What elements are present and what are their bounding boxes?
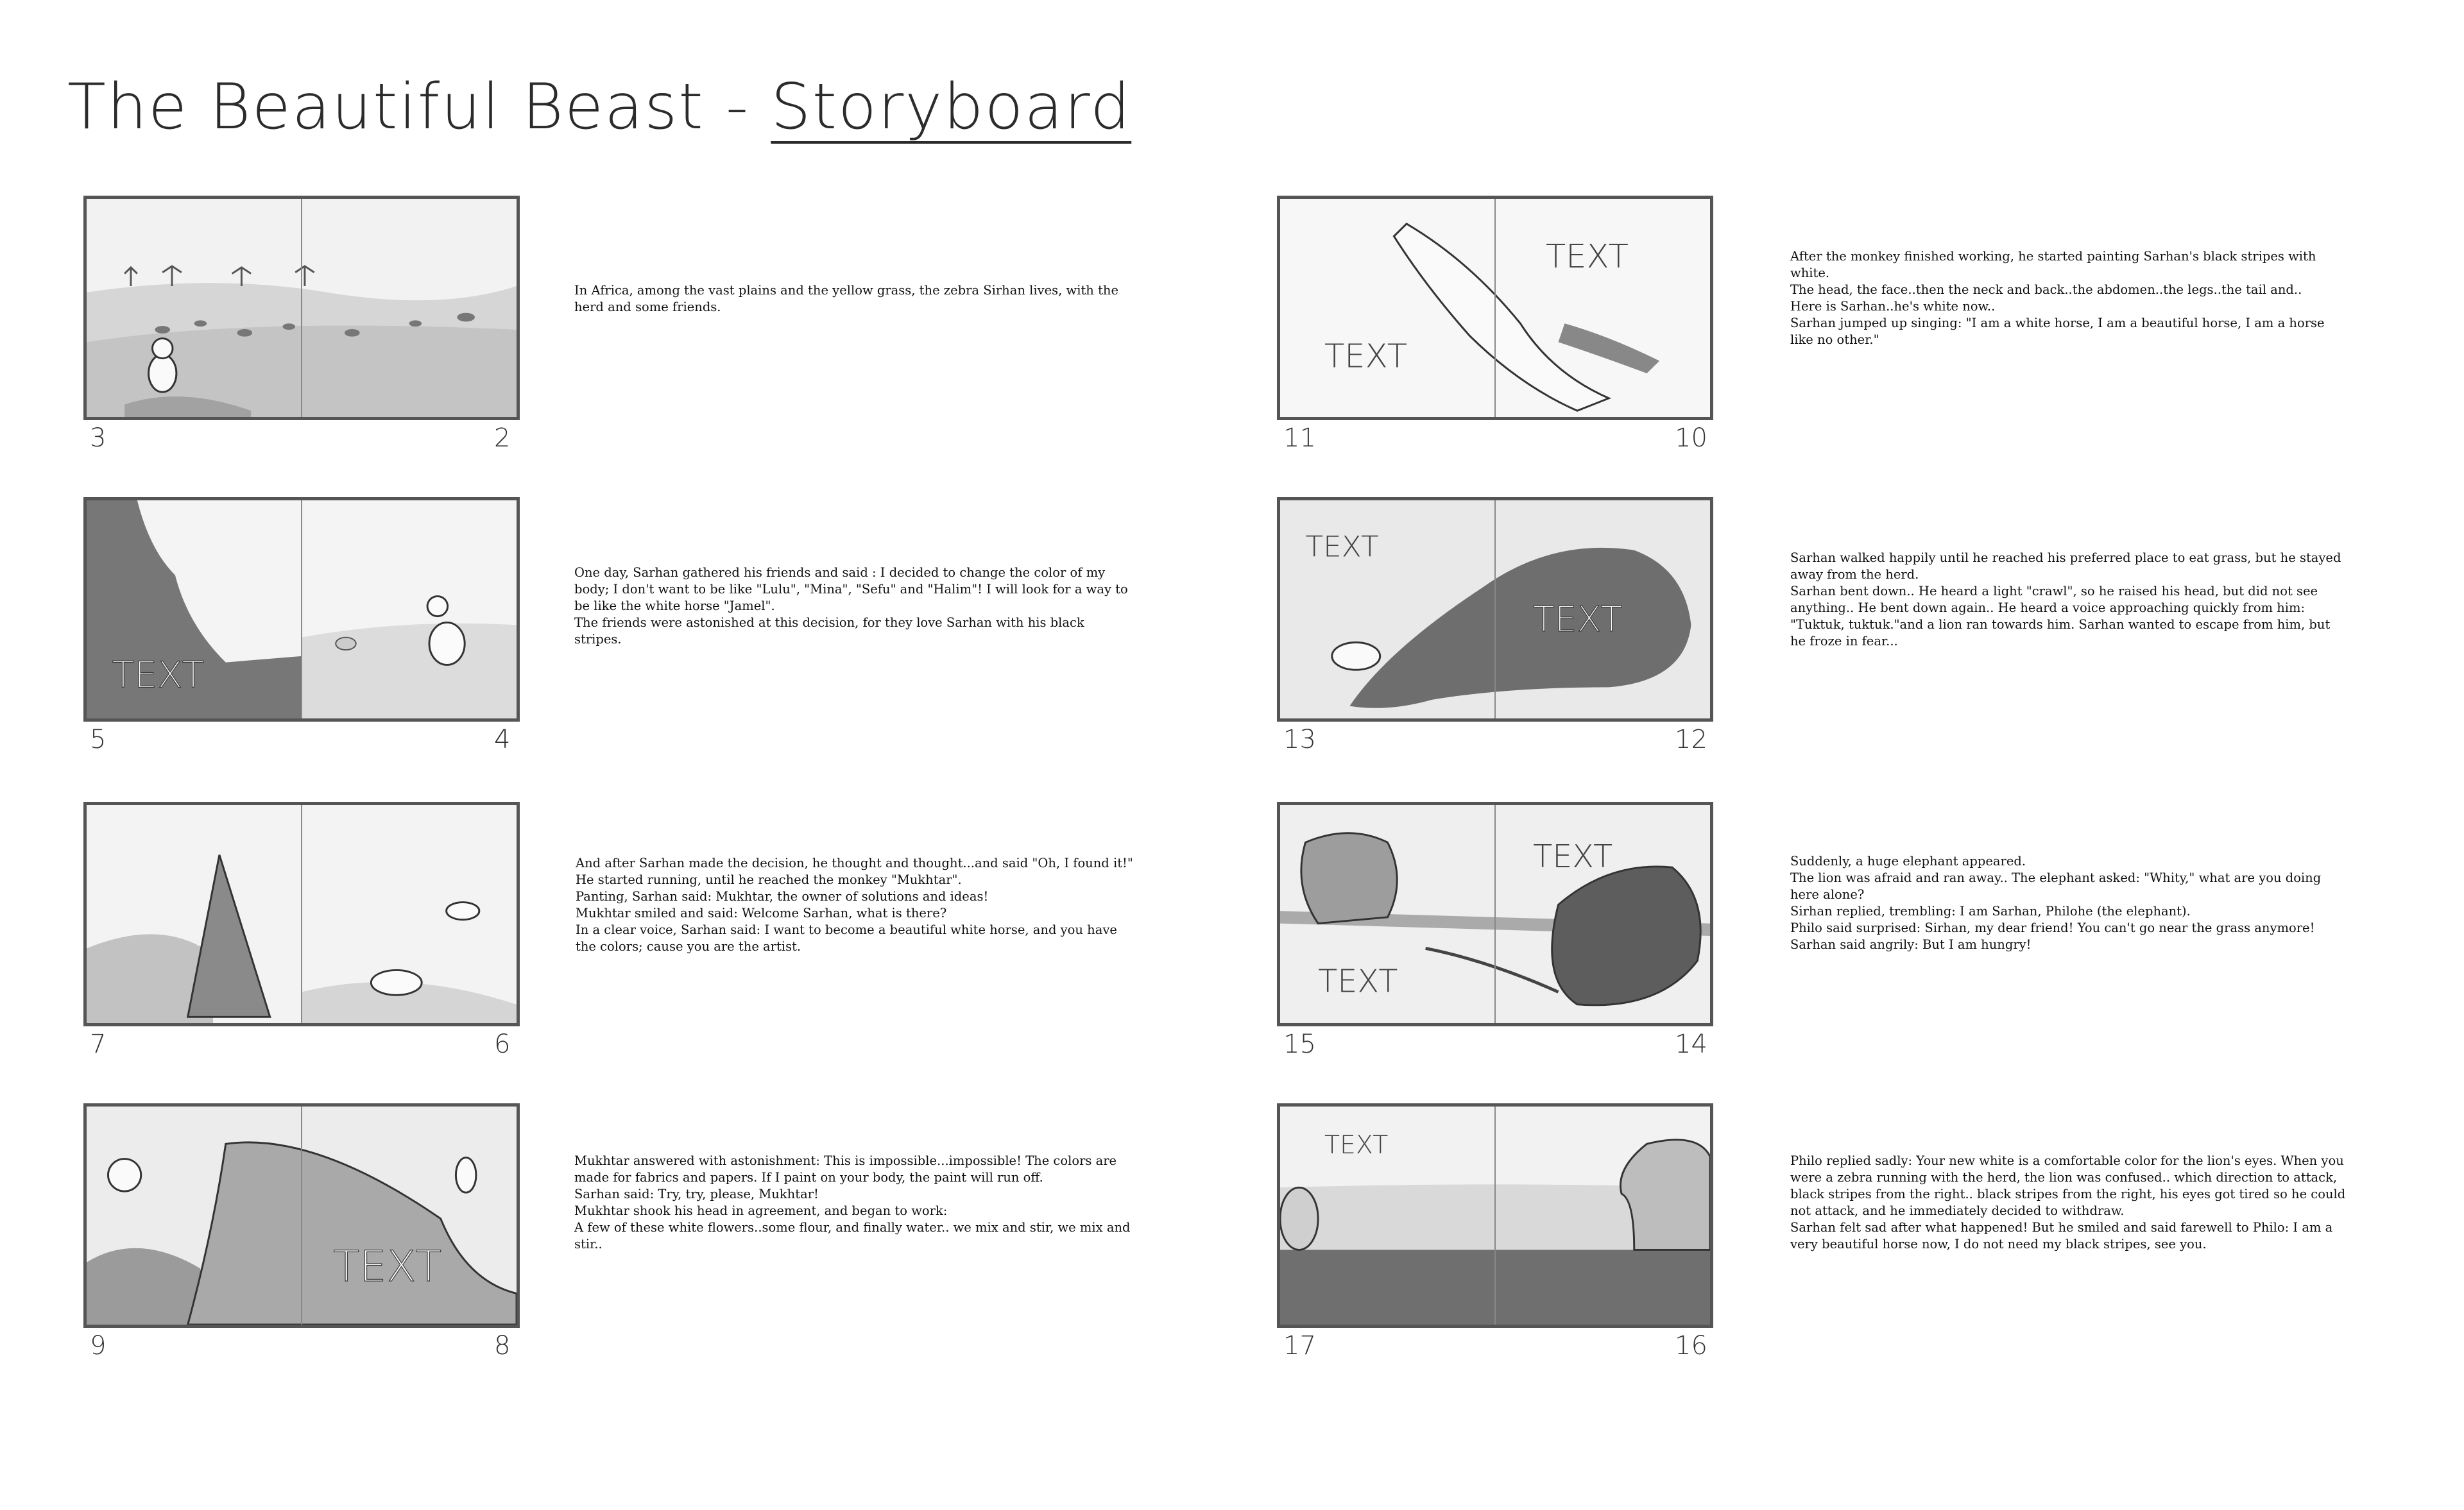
page-number-right: 16 — [1675, 1331, 1707, 1361]
scene-description: After the monkey finished working, he started painting Sarhan's black stripes with white. The head, the face..then the neck and back..the abdomen..the legs..the tail and.. Here is Sarhan..he's white now.. Sarhan jumped up singing: "I am a white horse, I am a beautiful horse, I am a horse like no other." — [1790, 249, 2325, 347]
scene-description: Mukhtar answered with astonishment: This is impossible...impossible! The colors are made for fabrics and papers. If I paint on your body, the paint will run off. Sarhan said: Try, try, please, Mukhtar! Mukhtar shook his head in agreement, and began to work: A few of these white flowers..some flour, and finally water.. we mix and stir, we mix and stir.. — [574, 1153, 1131, 1251]
spread-illustration — [1280, 500, 1710, 718]
page-title — [67, 71, 1131, 144]
page-number-left: 13 — [1283, 725, 1316, 754]
storyboard-spread-11-10 — [1277, 196, 1713, 420]
spread-placeholder-text: TEXT — [1324, 337, 1408, 375]
spread-illustration — [1280, 805, 1710, 1023]
storyboard-spread-13-12 — [1277, 497, 1713, 722]
page-number-left: 7 — [90, 1030, 107, 1059]
storyboard-spread-17-16 — [1277, 1103, 1713, 1328]
spread-placeholder-text: TEXT — [1324, 1131, 1389, 1160]
spread-illustration — [1280, 1107, 1710, 1325]
scene-description: Philo replied sadly: Your new white is a comfortable color for the lion's eyes. When you were a zebra running with the herd, the lion was confused.. which direction to attack, black stripes from the right.. black stripes from the right, his eyes got tired so he could not attack, and he immediately decided to withdraw. Sarhan felt sad after what happened! But he smiled and said farewell to Philo: I am a very beautiful horse now, I do not need my black stripes, see you. — [1790, 1153, 2346, 1251]
storyboard-spread-5-4 — [83, 497, 520, 722]
page-number-left: 9 — [90, 1331, 107, 1361]
page-number-right: 4 — [494, 725, 511, 754]
storyboard-spread-9-8 — [83, 1103, 520, 1328]
page-number-left: 3 — [90, 423, 107, 453]
spread-illustration — [87, 199, 517, 417]
page-number-left: 17 — [1283, 1331, 1316, 1361]
spread-illustration — [1280, 199, 1710, 417]
page-number-left: 11 — [1283, 423, 1316, 453]
title-main: The Beautiful Beast - — [67, 71, 750, 144]
spread-placeholder-text: TEXT — [1545, 237, 1629, 275]
scene-description: In Africa, among the vast plains and the yellow grass, the zebra Sirhan lives, with the herd and some friends. — [574, 283, 1119, 314]
spread-placeholder-text: TEXT — [112, 654, 205, 697]
page-number-left: 15 — [1283, 1030, 1316, 1059]
spread-placeholder-text: TEXT — [1533, 598, 1623, 640]
storyboard-spread-3-2 — [83, 196, 520, 420]
spread-placeholder-text: TEXT — [1533, 838, 1613, 876]
spread-placeholder-text: TEXT — [1305, 529, 1379, 564]
scene-description: One day, Sarhan gathered his friends and said : I decided to change the color of my body; I don't want to be like "Lulu", "Mina", "Sefu" and "Halim"! I will look for a way to be like the white horse "Jamel". The friends were astonished at this decision, for they love Sarhan with his black stripes. — [574, 565, 1128, 647]
scene-description: Suddenly, a huge elephant appeared. The lion was afraid and ran away.. The elephant asked: "Whity," what are you doing here alone? Sirhan replied, trembling: I am Sarhan, Philohe (the elephant). Philo said surprised: Sirhan, my dear friend! You can't go near the grass anymore! Sarhan said angrily: But I am hungry! — [1790, 854, 2322, 952]
storyboard-spread-15-14 — [1277, 802, 1713, 1026]
page-number-right: 12 — [1675, 725, 1707, 754]
page-number-right: 2 — [494, 423, 511, 453]
spread-placeholder-text: TEXT — [1318, 963, 1398, 1000]
spread-illustration — [87, 805, 517, 1023]
spread-illustration — [87, 500, 517, 718]
scene-description: And after Sarhan made the decision, he thought and thought...and said "Oh, I found it!" He started running, until he reached the monkey "Mukhtar". Panting, Sarhan said: Mukhtar, the owner of solutions and ideas! Mukhtar smiled and said: Welcome Sarhan, what is there? In a clear voice, Sarhan said: I want to become a beautiful white horse, and you have the colors; cause you are the artist. — [576, 856, 1133, 954]
page-number-left: 5 — [90, 725, 107, 754]
spread-placeholder-text: TEXT — [333, 1241, 442, 1291]
page-number-right: 14 — [1675, 1030, 1707, 1059]
scene-description: Sarhan walked happily until he reached his preferred place to eat grass, but he stayed away from the herd. Sarhan bent down.. He heard a light "crawl", so he raised his head, but did not see anything.. He bent down again.. He heard a voice approaching quickly from him: "Tuktuk, tuktuk."and a lion ran towards him. Sarhan wanted to escape from him, but he froze in fear... — [1790, 550, 2341, 649]
page-number-right: 8 — [494, 1331, 511, 1361]
title-underlined: Storyboard — [771, 71, 1132, 144]
spread-illustration — [87, 1107, 517, 1325]
page-number-right: 6 — [494, 1030, 511, 1059]
page-number-right: 10 — [1675, 423, 1707, 453]
storyboard-spread-7-6 — [83, 802, 520, 1026]
